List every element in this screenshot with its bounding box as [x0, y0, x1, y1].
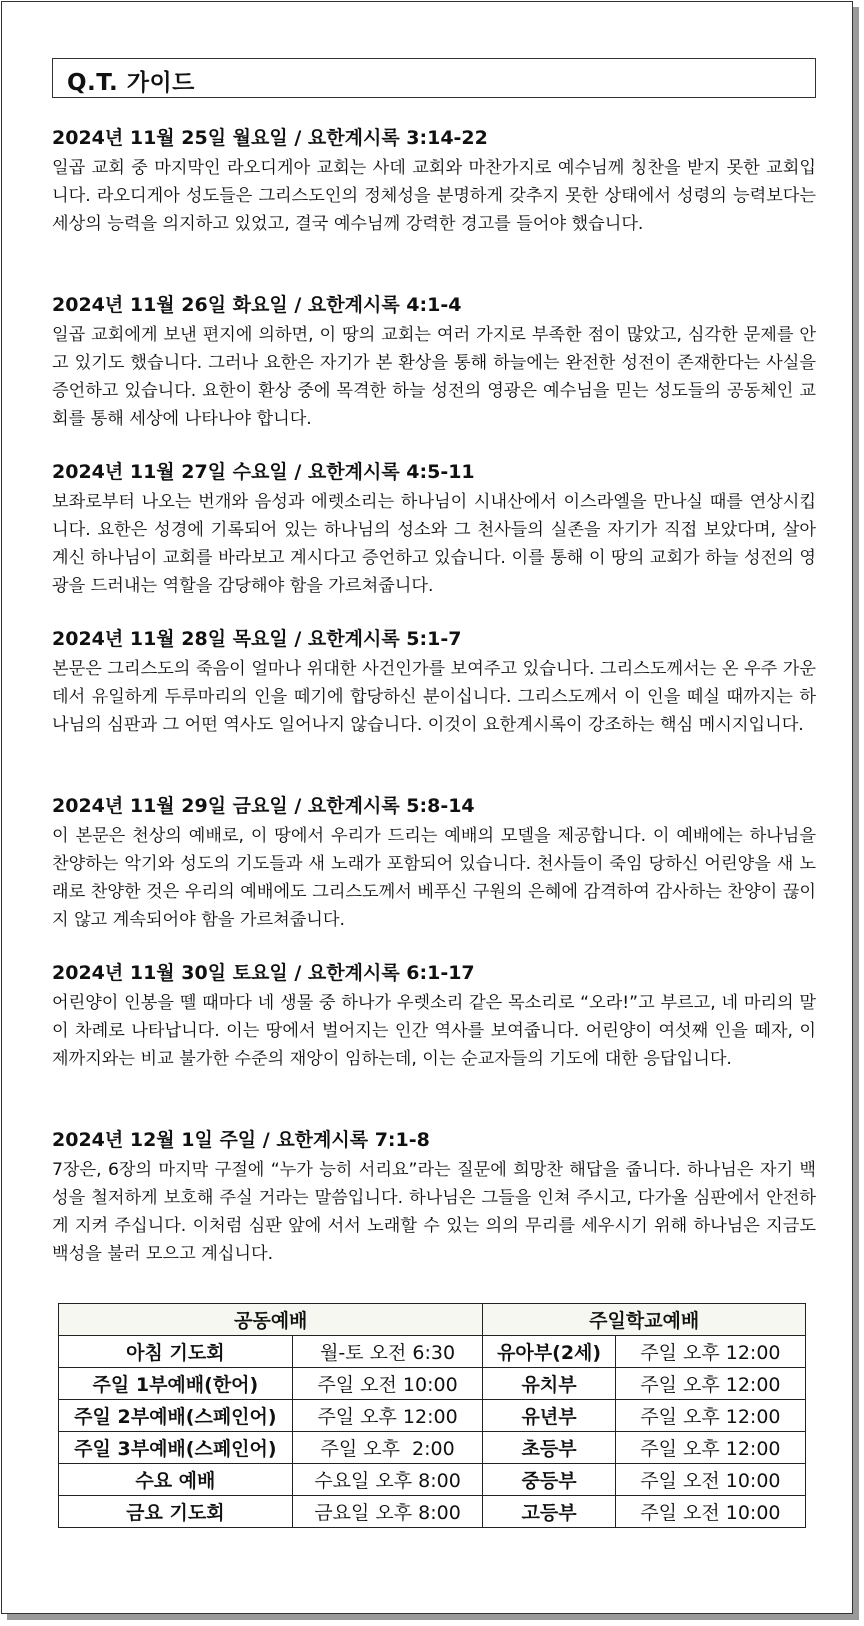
service-time: 주일 오전 10:00: [292, 1368, 483, 1400]
school-time: 주일 오후 12:00: [615, 1336, 805, 1368]
service-name: 주일 2부예배(스페인어): [59, 1400, 293, 1432]
school-time: 주일 오전 10:00: [615, 1496, 805, 1528]
entry-body: 일곱 교회 중 마지막인 라오디게아 교회는 사데 교회와 마찬가지로 예수님께 칭찬을 받지 못한 교회입니다. 라오디게아 성도들은 그리스도인의 정체성을 분명하게 갖추지 못한 상태에서 성령의 능력보다는 세상의 능력을 의지하고 있었고, 결국 예수님께 강력한 경고를 들어야 했습니다.: [52, 158, 816, 234]
table-row: [59, 1432, 806, 1464]
service-time: 금요일 오후 8:00: [292, 1496, 483, 1528]
table-row: [59, 1464, 806, 1496]
table-row: [59, 1368, 806, 1400]
service-time: 주일 오후 12:00: [292, 1400, 483, 1432]
worship-header: 공동예배: [59, 1304, 483, 1336]
table-row: [59, 1496, 806, 1528]
school-group: 유년부: [483, 1400, 615, 1432]
school-group: 중등부: [483, 1464, 615, 1496]
page-title: Q.T. 가이드: [67, 70, 195, 96]
entry-heading: 2024년 11월 26일 화요일 / 요한계시록 4:1-4: [52, 294, 462, 316]
service-time: 주일 오후 2:00: [292, 1432, 483, 1464]
table-row: [59, 1400, 806, 1432]
table-header-row: [59, 1304, 806, 1336]
service-name: 주일 1부예배(한어): [59, 1368, 293, 1400]
qt-entry: [52, 959, 816, 1073]
title-box: [52, 58, 816, 98]
school-time: 주일 오후 12:00: [615, 1400, 805, 1432]
entry-heading: 2024년 11월 28일 목요일 / 요한계시록 5:1-7: [52, 628, 462, 650]
table-row: [59, 1336, 806, 1368]
school-group: 유아부(2세): [483, 1336, 615, 1368]
service-name: 아침 기도회: [59, 1336, 293, 1368]
service-name: 수요 예배: [59, 1464, 293, 1496]
school-group: 유치부: [483, 1368, 615, 1400]
sunday-school-header: 주일학교예배: [483, 1304, 806, 1336]
service-name: 금요 기도회: [59, 1496, 293, 1528]
school-group: 초등부: [483, 1432, 615, 1464]
qt-entry: [52, 792, 816, 934]
entry-body: 일곱 교회에게 보낸 편지에 의하면, 이 땅의 교회는 여러 가지로 부족한 점이 많았고, 심각한 문제를 안고 있기도 했습니다. 그러나 요한은 자기가 본 환상을 통해 하늘에는 완전한 성전이 존재한다는 사실을 증언하고 있습니다. 요한이 환상 중에 목격한 하늘 성전의 영광은 예수님을 믿는 성도들의 공동체인 교회를 통해 세상에 나타나야 합니다.: [52, 325, 816, 429]
entry-heading: 2024년 11월 30일 토요일 / 요한계시록 6:1-17: [52, 962, 475, 984]
entry-body: 어린양이 인봉을 뗄 때마다 네 생물 중 하나가 우렛소리 같은 목소리로 “오라!”고 부르고, 네 마리의 말이 차례로 나타납니다. 이는 땅에서 벌어지는 인간 역사를 보여줍니다. 어린양이 여섯째 인을 떼자, 이제까지와는 비교 불가한 수준의 재앙이 임하는데, 이는 순교자들의 기도에 대한 응답입니다.: [52, 993, 816, 1069]
qt-entry: [52, 124, 816, 238]
qt-entry: [52, 291, 816, 433]
service-time: 수요일 오후 8:00: [292, 1464, 483, 1496]
school-group: 고등부: [483, 1496, 615, 1528]
entry-heading: 2024년 11월 27일 수요일 / 요한계시록 4:5-11: [52, 461, 475, 483]
qt-entry: [52, 1126, 816, 1268]
qt-entry: [52, 458, 816, 600]
school-time: 주일 오전 10:00: [615, 1464, 805, 1496]
service-time: 월-토 오전 6:30: [292, 1336, 483, 1368]
entry-body: 보좌로부터 나오는 번개와 음성과 에렛소리는 하나님이 시내산에서 이스라엘을 만나실 때를 연상시킵니다. 요한은 성경에 기록되어 있는 하나님의 성소와 그 천사들의 실존을 자기가 직접 보았다며, 살아 계신 하나님이 교회를 바라보고 계시다고 증언하고 있습니다. 이를 통해 이 땅의 교회가 하늘 성전의 영광을 드러내는 역할을 감당해야 함을 가르쳐줍니다.: [52, 492, 816, 596]
entry-body: 7장은, 6장의 마지막 구절에 “누가 능히 서리요”라는 질문에 희망찬 해답을 줍니다. 하나님은 자기 백성을 철저하게 보호해 주실 거라는 말씀입니다. 하나님은 그들을 인쳐 주시고, 다가올 심판에서 안전하게 지켜 주십니다. 이처럼 심판 앞에 서서 노래할 수 있는 의의 무리를 세우시기 위해 하나님은 지금도 백성을 불러 모으고 계십니다.: [52, 1160, 816, 1264]
qt-entry: [52, 625, 816, 739]
entry-heading: 2024년 12월 1일 주일 / 요한계시록 7:1-8: [52, 1129, 430, 1151]
entry-heading: 2024년 11월 29일 금요일 / 요한계시록 5:8-14: [52, 795, 475, 817]
school-time: 주일 오후 12:00: [615, 1432, 805, 1464]
service-name: 주일 3부예배(스페인어): [59, 1432, 293, 1464]
entry-body: 본문은 그리스도의 죽음이 얼마나 위대한 사건인가를 보여주고 있습니다. 그리스도께서는 온 우주 가운데서 유일하게 두루마리의 인을 떼기에 합당하신 분이십니다. 그리스도께서 이 인을 떼실 때까지는 하나님의 심판과 그 어떤 역사도 일어나지 않습니다. 이것이 요한계시록이 강조하는 핵심 메시지입니다.: [52, 659, 816, 735]
entry-body: 이 본문은 천상의 예배로, 이 땅에서 우리가 드리는 예배의 모델을 제공합니다. 이 예배에는 하나님을 찬양하는 악기와 성도의 기도들과 새 노래가 포함되어 있습니다. 천사들이 죽임 당하신 어린양을 새 노래로 찬양한 것은 우리의 예배에도 그리스도께서 베푸신 구원의 은혜에 감격하여 감사하는 찬양이 끊이지 않고 계속되어야 함을 가르쳐줍니다.: [52, 826, 816, 930]
entry-heading: 2024년 11월 25일 월요일 / 요한계시록 3:14-22: [52, 127, 488, 149]
school-time: 주일 오후 12:00: [615, 1368, 805, 1400]
service-schedule-table: [58, 1303, 806, 1528]
